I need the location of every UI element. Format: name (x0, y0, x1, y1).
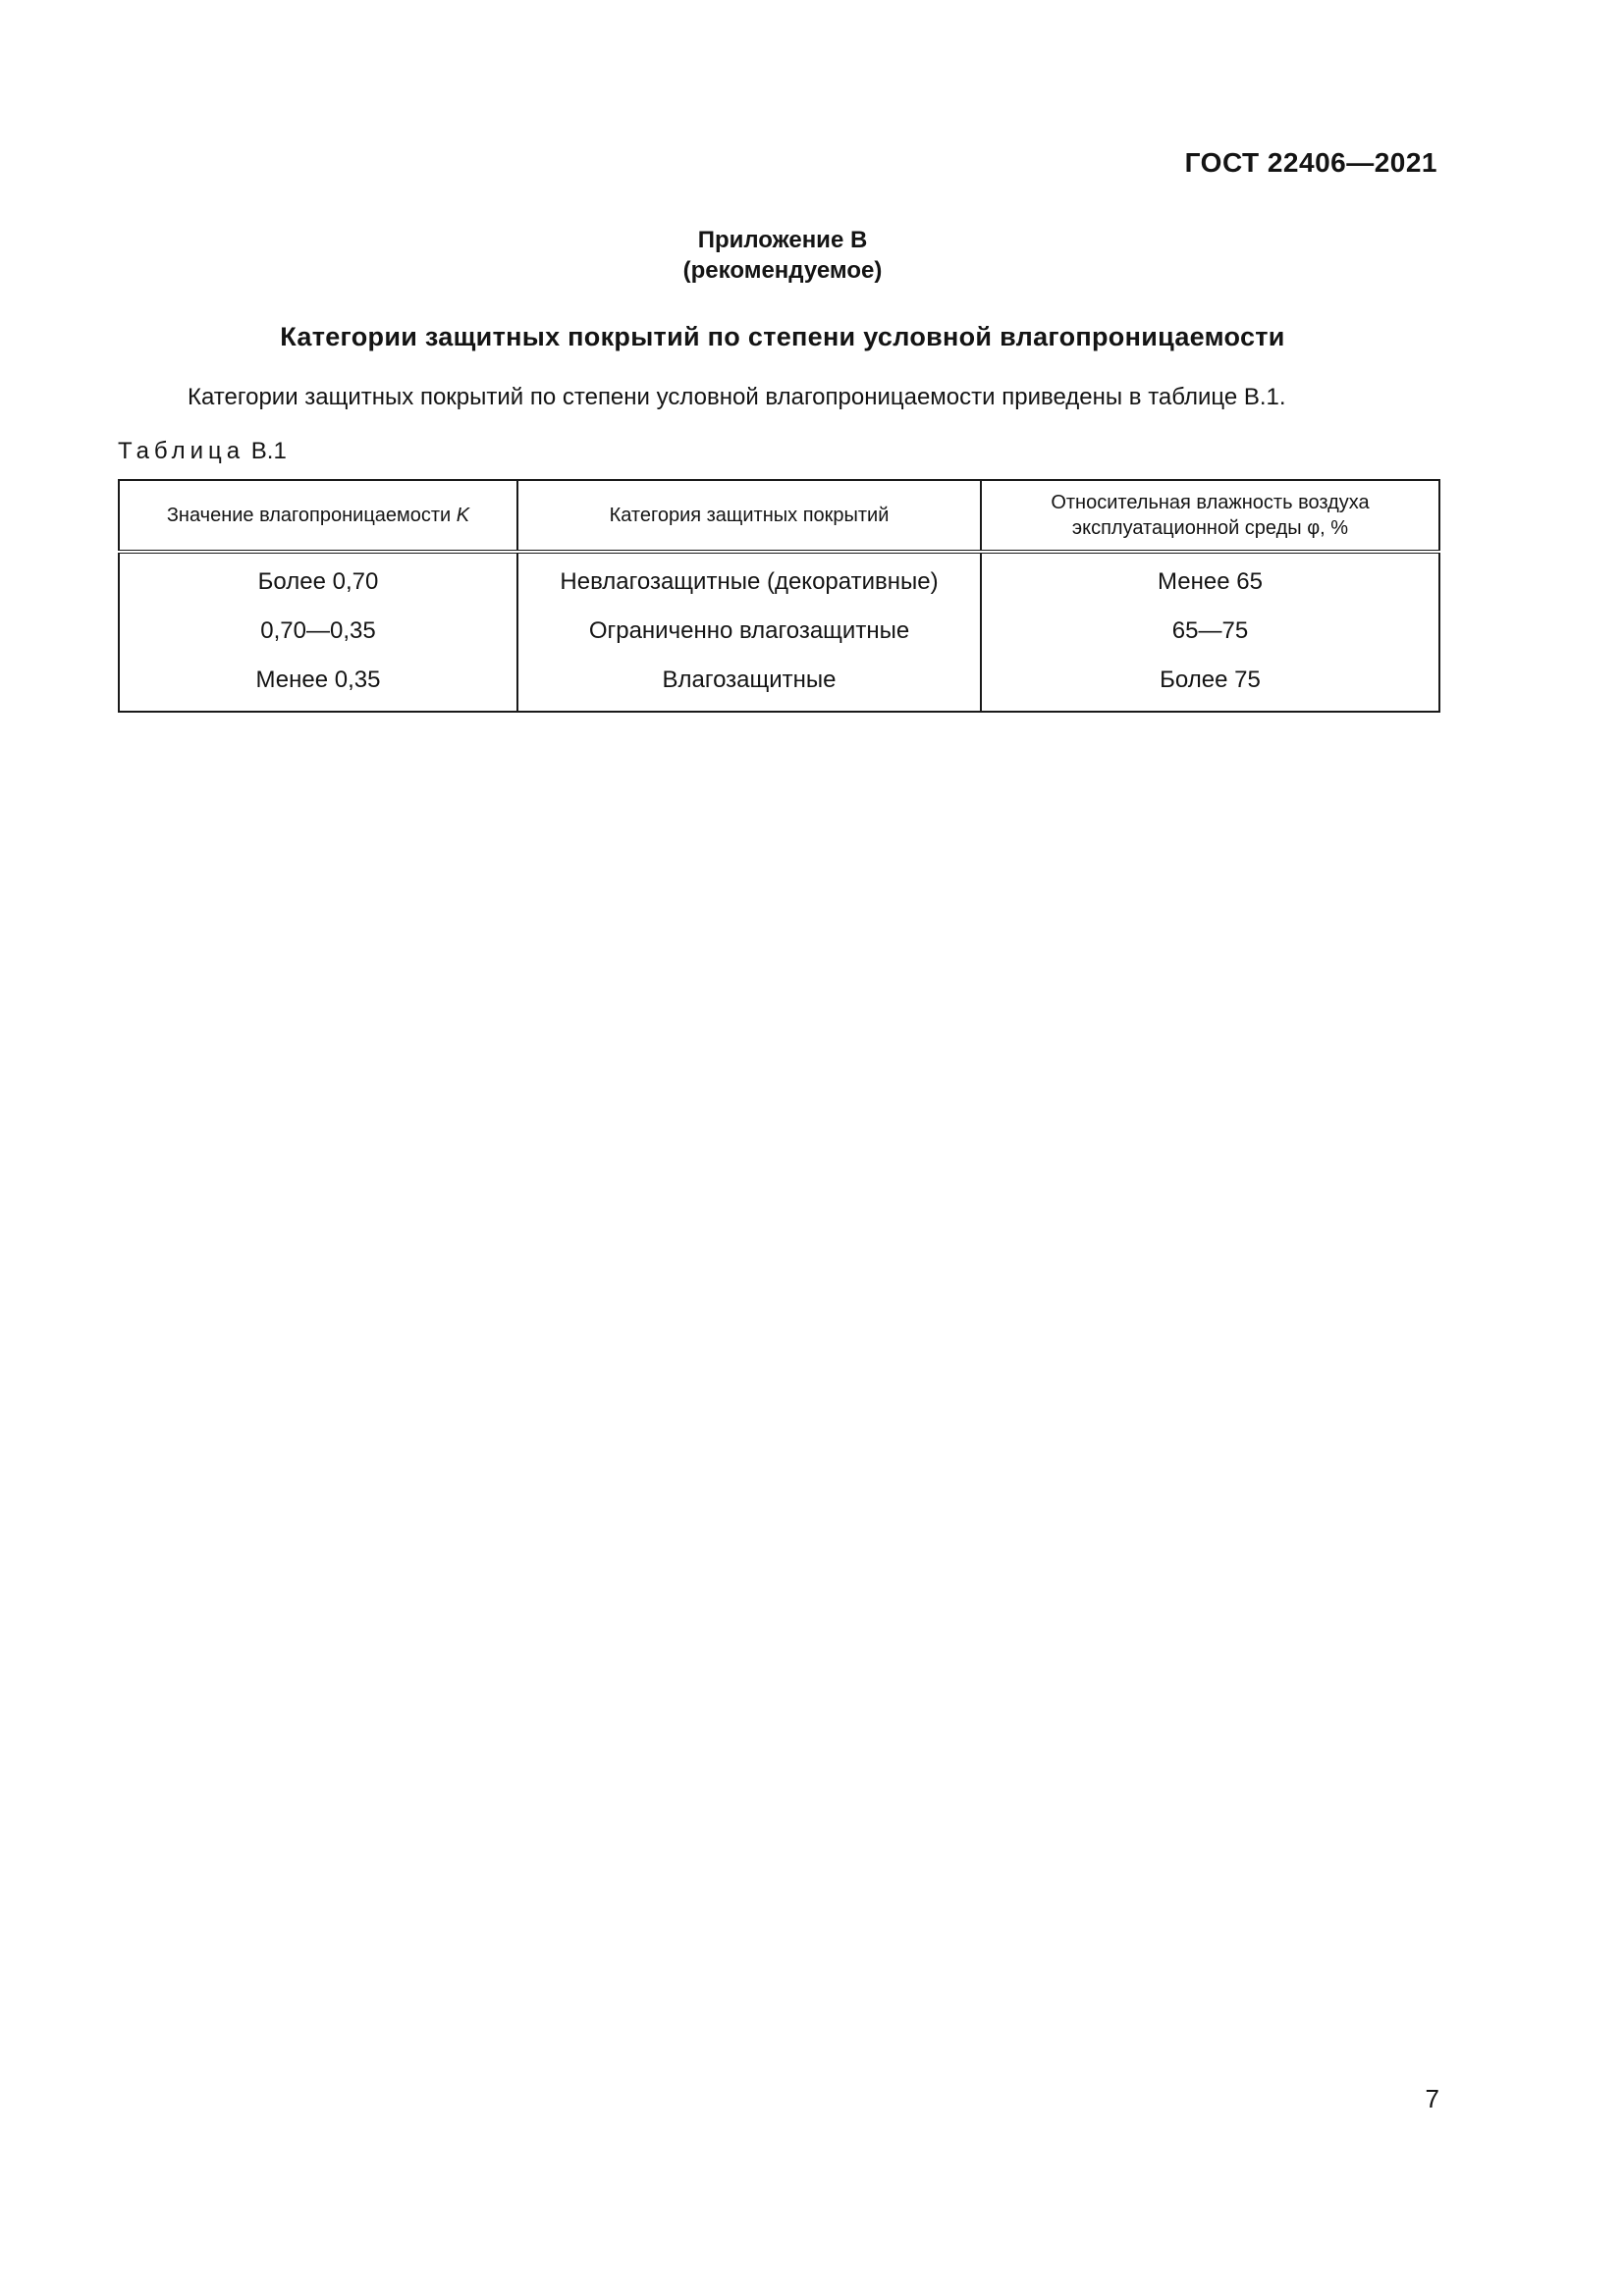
standard-code: ГОСТ 22406—2021 (1184, 147, 1437, 178)
cell-permeability: Менее 0,35 (119, 656, 517, 712)
table-caption-word: Таблица (118, 438, 245, 464)
table-header-row (119, 480, 1439, 552)
table-caption (118, 436, 287, 467)
appendix-title: Приложение В (697, 227, 868, 253)
table-row (119, 656, 1439, 712)
page-number: 7 (1425, 2084, 1439, 2113)
table-row (119, 607, 1439, 656)
appendix-status: (рекомендуемое) (682, 257, 883, 284)
cell-humidity: Более 75 (981, 656, 1439, 712)
table-row (119, 552, 1439, 607)
categories-table (118, 479, 1440, 713)
header-humidity-line1: Относительная влажность воздуха (1051, 492, 1370, 513)
cell-humidity: Менее 65 (981, 552, 1439, 607)
cell-category: Влагозащитные (517, 656, 981, 712)
intro-paragraph: Категории защитных покрытий по степени условной влагопроницаемости приведены в таблице В.1. (188, 384, 1286, 410)
header-permeability (119, 480, 517, 552)
header-category: Категория защитных покрытий (517, 480, 981, 552)
table-caption-number: В.1 (250, 438, 287, 464)
header-permeability-symbol: K (456, 505, 470, 526)
header-humidity-line2: эксплуатационной среды φ, % (1071, 517, 1349, 539)
header-permeability-text: Значение влагопроницаемости (166, 505, 457, 526)
cell-category: Ограниченно влагозащитные (517, 607, 981, 656)
cell-category: Невлагозащитные (декоративные) (517, 552, 981, 607)
cell-permeability: Более 0,70 (119, 552, 517, 607)
cell-humidity: 65—75 (981, 607, 1439, 656)
section-title: Категории защитных покрытий по степени условной влагопроницаемости (280, 322, 1285, 351)
header-humidity (981, 480, 1439, 552)
cell-permeability: 0,70—0,35 (119, 607, 517, 656)
